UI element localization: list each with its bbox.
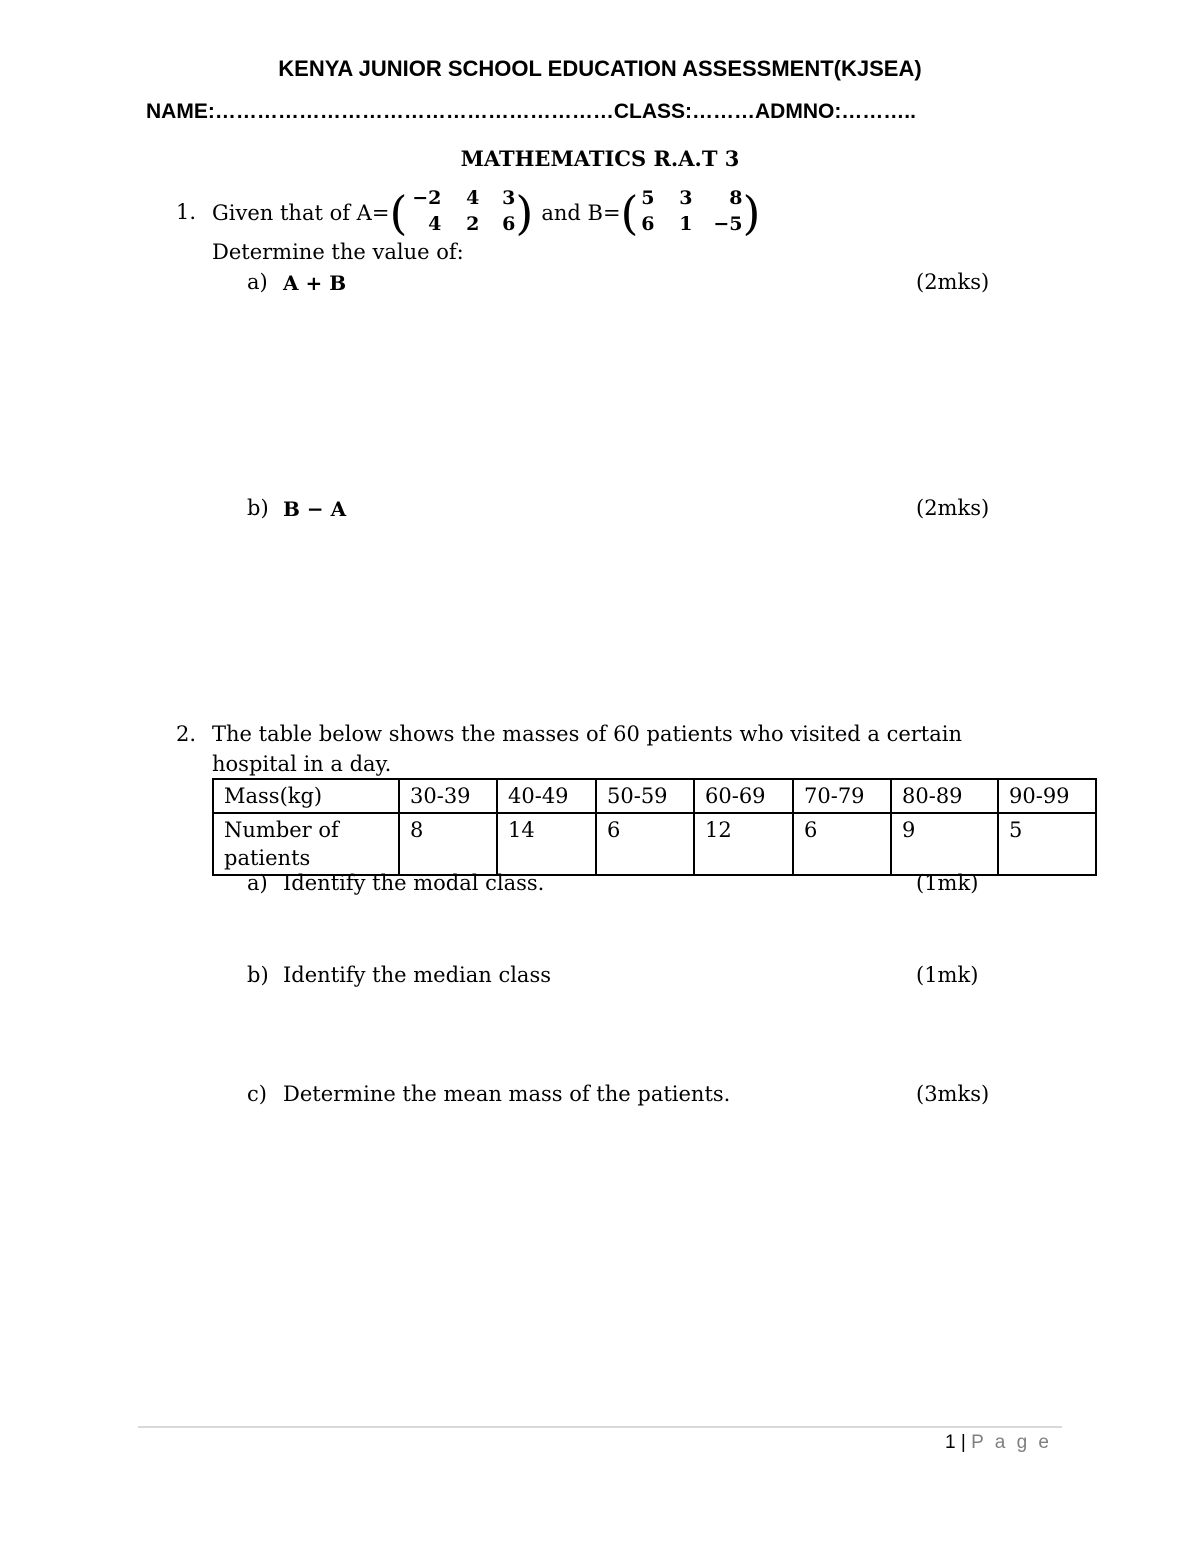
- page-number: 1: [945, 1432, 956, 1453]
- subject-title: MATHEMATICS R.A.T 3: [460, 146, 740, 171]
- right-paren: ): [515, 186, 534, 240]
- table-header-cell: [213, 813, 399, 875]
- q2-text-line2: hospital in a day.: [212, 752, 392, 776]
- q1-given-prefix: Given that of A=: [212, 201, 390, 225]
- matrix-b-cell: 5: [641, 187, 655, 209]
- matrix-a: [389, 187, 533, 239]
- table-cell: 70-79: [793, 779, 891, 813]
- table-header-line: Number of: [224, 818, 339, 842]
- q2-text-line1: The table below shows the masses of 60 patients who visited a certain: [212, 722, 962, 746]
- table-header-line: patients: [224, 846, 311, 870]
- q1b-label: b): [247, 496, 269, 520]
- table-cell: 9: [891, 813, 998, 875]
- q2c-text: Determine the mean mass of the patients.: [283, 1082, 731, 1106]
- table-cell: 6: [793, 813, 891, 875]
- matrix-a-grid: [407, 187, 515, 239]
- table-cell: 5: [998, 813, 1096, 875]
- table-row: [213, 813, 1096, 875]
- q1a-label: a): [247, 270, 268, 294]
- table-cell: 60-69: [694, 779, 793, 813]
- q1b-marks: (2mks): [916, 496, 990, 520]
- footer-divider: [138, 1426, 1062, 1428]
- q1-number: 1.: [176, 200, 197, 224]
- table-row: [213, 779, 1096, 813]
- q2c-marks: (3mks): [916, 1082, 990, 1106]
- q1a-expression: A + B: [283, 271, 347, 295]
- q2b-marks: (1mk): [916, 963, 979, 987]
- table-cell: 14: [497, 813, 596, 875]
- left-paren: (: [620, 186, 639, 240]
- exam-title: KENYA JUNIOR SCHOOL EDUCATION ASSESSMENT(KJSEA): [278, 56, 922, 81]
- q2a-label: a): [247, 871, 268, 895]
- q2b-text: Identify the median class: [283, 963, 551, 987]
- matrix-b-cell: 1: [679, 213, 693, 235]
- table-cell: 90-99: [998, 779, 1096, 813]
- matrix-a-cell: 4: [428, 213, 442, 235]
- table-cell: 12: [694, 813, 793, 875]
- matrix-a-cell: 6: [502, 213, 516, 235]
- q1-instruction: Determine the value of:: [212, 240, 464, 264]
- mass-frequency-table: [212, 778, 1097, 876]
- matrix-a-cell: −2: [412, 187, 442, 209]
- name-class-admno-line: NAME:…………………………………………………CLASS:………ADMNO:………..: [146, 100, 916, 123]
- matrix-b-cell: 3: [679, 187, 693, 209]
- q1b-expression: B − A: [283, 497, 347, 521]
- matrix-a-cell: 4: [466, 187, 480, 209]
- table-cell: 8: [399, 813, 497, 875]
- q2-number: 2.: [176, 722, 197, 746]
- right-paren: ): [742, 186, 761, 240]
- matrix-b-grid: [639, 187, 743, 239]
- matrix-a-cell: 2: [466, 213, 480, 235]
- matrix-b: [621, 187, 761, 239]
- table-cell: 80-89: [891, 779, 998, 813]
- q2b-label: b): [247, 963, 269, 987]
- page-footer: [945, 1432, 1052, 1454]
- matrix-a-cell: 3: [502, 187, 516, 209]
- q2c-label: c): [247, 1082, 267, 1106]
- q1-and-text: and B=: [541, 201, 621, 225]
- q2a-text: Identify the modal class.: [283, 871, 545, 895]
- footer-separator: |: [960, 1432, 966, 1453]
- q1a-marks: (2mks): [916, 270, 990, 294]
- page-label: P a g e: [971, 1432, 1052, 1453]
- q1-given-line: [212, 188, 760, 238]
- left-paren: (: [389, 186, 408, 240]
- table-header-cell: Mass(kg): [213, 779, 399, 813]
- table-cell: 40-49: [497, 779, 596, 813]
- q2a-marks: (1mk): [916, 871, 979, 895]
- matrix-b-cell: 8: [729, 187, 743, 209]
- table-cell: 6: [596, 813, 694, 875]
- table-cell: 50-59: [596, 779, 694, 813]
- matrix-b-cell: −5: [713, 213, 743, 235]
- table-cell: 30-39: [399, 779, 497, 813]
- matrix-b-cell: 6: [641, 213, 655, 235]
